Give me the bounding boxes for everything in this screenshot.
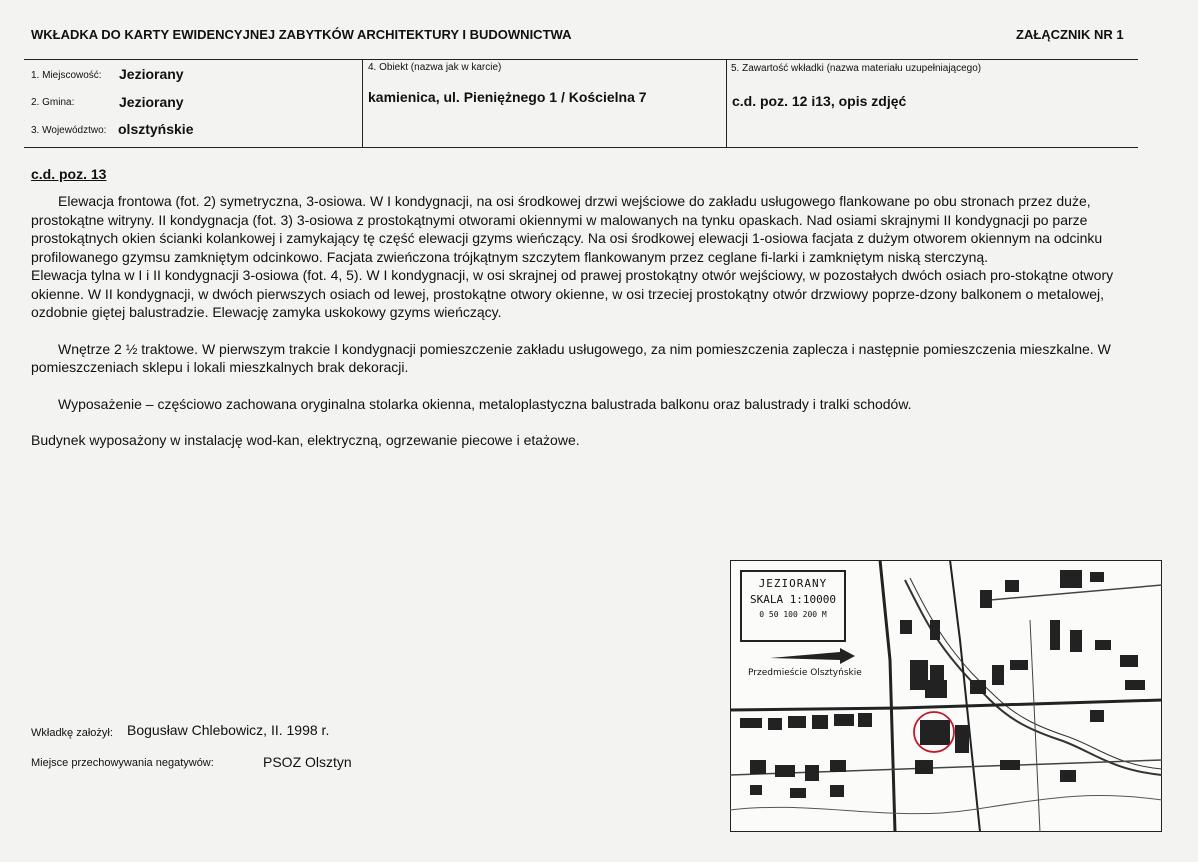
section-title: c.d. poz. 13 [31, 166, 107, 182]
storage-label: Miejsce przechowywania negatywów: [31, 757, 214, 769]
author-value: Bogusław Chlebowicz, II. 1998 r. [127, 722, 330, 738]
storage-value: PSOZ Olsztyn [263, 754, 352, 770]
zawartosc-value: c.d. poz. 12 i13, opis zdjęć [732, 93, 907, 109]
paragraph-rear-elevation: Elewacja tylna w I i II kondygnacji 3-osiowa (fot. 4, 5). W I kondygnacji, w osi skrajnej od prawej prostokątny otwór wejściowy, w pozostałych dwóch osiach pro-stokątne otwory okienne. W II kondygnacji, w dwóch pierwszych osiach od lewej, prostokątne otwory okienne, w osi trzeciej prostokątny otwór drzwiowy poprze-dzony balkonem o metalowej, ozdobnie giętej balustradzie. Elewację zamyka uskokowy gzyms wieńczący. [31, 267, 1114, 320]
wojewodztwo-value: olsztyńskie [118, 121, 194, 137]
paragraph-installations: Budynek wyposażony w instalację wod-kan, elektryczną, ogrzewanie piecowe i etażowe. [31, 432, 580, 448]
paragraph-front-elevation: Elewacja frontowa (fot. 2) symetryczna, 3-osiowa. W I kondygnacji, na osi środkowej drzwi wejściowe do zakładu usługowego flankowane po obu stronach przez duże, prostokątne witryny. II kondygnacja (fot. 3) 3-osiowa z prostokątnymi otworami okiennymi w malowanych na tynku opaskach. Nad osiami skrajnymi II kondygnacji po parze prostokątnych okien ścianki kolankowej i zamykający tę część elewacji gzyms wieńczący. Na osi środkowej elewacji 1-osiowa facjata z dużym otworem okiennym na odcinku profilowanego gzymsu zamkniętym odcinkowo. Facjata zwieńczona trójkątnym szczytem flankowanym przez ceglane fi-larki i zamkniętym niską sterczyną. [31, 193, 1103, 265]
map-place-label: Przedmieście Olsztyńskie [748, 668, 862, 678]
document-title: WKŁADKA DO KARTY EWIDENCYJNEJ ZABYTKÓW ARCHITEKTURY I BUDOWNICTWA [31, 27, 572, 42]
map-title: JEZIORANY [758, 577, 828, 590]
location-map [730, 560, 1162, 832]
map-scale: SKALA 1:10000 [749, 593, 837, 606]
paragraph-interior: Wnętrze 2 ½ traktowe. W pierwszym trakcie I kondygnacji pomieszczenie zakładu usługowego, za nim pomieszczenia zaplecza i następnie pomieszczenia mieszkalne. W pomieszczeniach sklepu i lokali mieszkalnych brak dekoracji. [31, 340, 1111, 375]
zawartosc-label: 5. Zawartość wkładki (nazwa materiału uzupełniającego) [731, 63, 982, 74]
miejscowosc-label: 1. Miejscowość: [31, 70, 102, 81]
annex-number: ZAŁĄCZNIK NR 1 [1016, 27, 1124, 42]
form-divider-2 [726, 59, 727, 148]
description-body [31, 192, 1143, 450]
gmina-value: Jeziorany [119, 94, 184, 110]
form-top-border [24, 59, 1138, 60]
gmina-label: 2. Gmina: [31, 97, 75, 108]
form-divider-1 [362, 59, 363, 148]
paragraph-equipment: Wyposażenie – częściowo zachowana oryginalna stolarka okienna, metaloplastyczna balustrada balkonu oraz balustrady i tralki schodów. [58, 395, 912, 412]
miejscowosc-value: Jeziorany [119, 66, 184, 82]
wojewodztwo-label: 3. Województwo: [31, 125, 107, 136]
form-bottom-border [24, 147, 1138, 148]
author-label: Wkładkę założył: [31, 727, 113, 739]
map-scale-ticks: 0 50 100 200 M [759, 610, 827, 619]
obiekt-label: 4. Obiekt (nazwa jak w karcie) [368, 62, 502, 73]
obiekt-value: kamienica, ul. Pieniężnego 1 / Kościelna 7 [368, 89, 647, 105]
map-legend [740, 570, 846, 642]
